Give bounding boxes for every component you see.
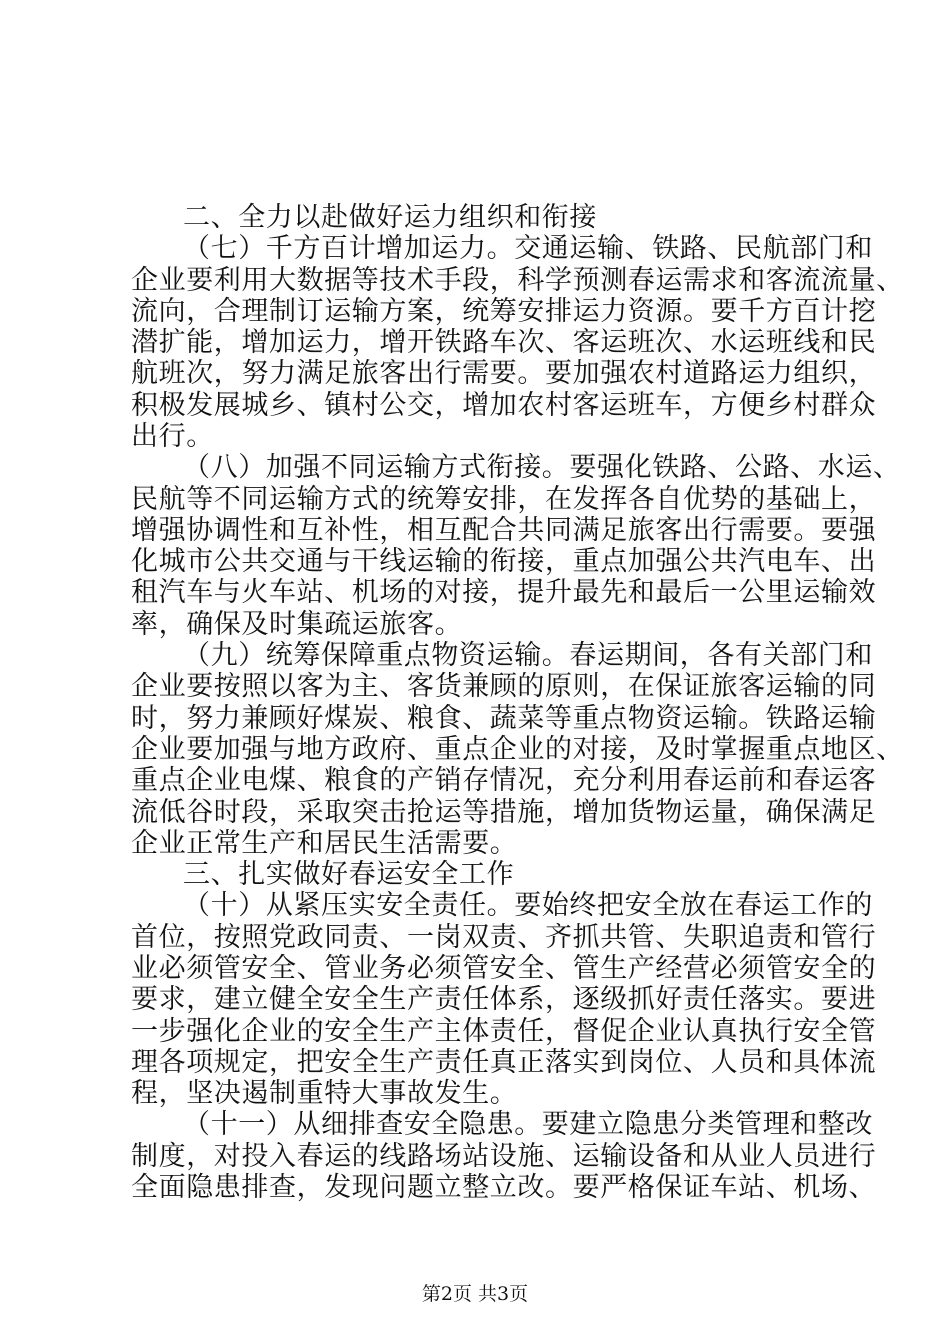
paragraph-line: 化城市公共交通与干线运输的衔接，重点加强公共汽电车、出 <box>131 546 877 577</box>
paragraph-line: 全面隐患排查，发现问题立整立改。要严格保证车站、机场、 <box>131 1172 877 1203</box>
paragraph-line: 企业要按照以客为主、客货兼顾的原则，在保证旅客运输的同 <box>131 671 877 702</box>
paragraph-line: 潜扩能，增加运力，增开铁路车次、客运班次、水运班线和民 <box>131 327 877 358</box>
paragraph-line: 增强协调性和互补性，相互配合共同满足旅客出行需要。要强 <box>131 515 877 546</box>
page-number-footer: 第2页 共3页 <box>421 1283 529 1305</box>
paragraph-line: 企业要利用大数据等技术手段，科学预测春运需求和客流流量、 <box>131 265 904 296</box>
paragraph-line: 流低谷时段，采取突击抢运等措施，增加货物运量，确保满足 <box>131 797 877 828</box>
paragraph-line: 流向，合理制订运输方案，统筹安排运力资源。要千方百计挖 <box>131 296 877 327</box>
paragraph-line: 理各项规定，把安全生产责任真正落实到岗位、人员和具体流 <box>131 1047 877 1078</box>
section-heading: 二、全力以赴做好运力组织和衔接 <box>183 202 597 233</box>
paragraph-line: （十）从紧压实安全责任。要始终把安全放在春运工作的 <box>183 890 873 921</box>
paragraph-line: 程，坚决遏制重特大事故发生。 <box>131 1078 518 1109</box>
paragraph-line: 率，确保及时集疏运旅客。 <box>131 609 463 640</box>
paragraph-line: 租汽车与火车站、机场的对接，提升最先和最后一公里运输效 <box>131 577 877 608</box>
paragraph-line: 制度，对投入春运的线路场站设施、运输设备和从业人员进行 <box>131 1141 877 1172</box>
paragraph-line: 航班次，努力满足旅客出行需要。要加强农村道路运力组织， <box>131 358 877 389</box>
paragraph-line: （九）统筹保障重点物资运输。春运期间，各有关部门和 <box>183 640 873 671</box>
paragraph-line: （七）千方百计增加运力。交通运输、铁路、民航部门和 <box>183 233 873 264</box>
paragraph-line: 一步强化企业的安全生产主体责任，督促企业认真执行安全管 <box>131 1016 877 1047</box>
paragraph-line: 首位，按照党政同责、一岗双责、齐抓共管、失职追责和管行 <box>131 922 877 953</box>
paragraph-line: 积极发展城乡、镇村公交，增加农村客运班车，方便乡村群众 <box>131 390 877 421</box>
paragraph-line: 时，努力兼顾好煤炭、粮食、蔬菜等重点物资运输。铁路运输 <box>131 703 877 734</box>
paragraph-line: 重点企业电煤、粮食的产销存情况，充分利用春运前和春运客 <box>131 765 877 796</box>
section-heading: 三、扎实做好春运安全工作 <box>183 859 515 890</box>
paragraph-line: 企业要加强与地方政府、重点企业的对接，及时掌握重点地区、 <box>131 734 904 765</box>
paragraph-line: 要求，建立健全安全生产责任体系，逐级抓好责任落实。要进 <box>131 984 877 1015</box>
paragraph-line: 业必须管安全、管业务必须管安全、管生产经营必须管安全的 <box>131 953 877 984</box>
paragraph-line: （八）加强不同运输方式衔接。要强化铁路、公路、水运、 <box>183 452 901 483</box>
paragraph-line: 出行。 <box>131 421 214 452</box>
paragraph-line: 企业正常生产和居民生活需要。 <box>131 828 518 859</box>
paragraph-line: 民航等不同运输方式的统筹安排，在发挥各自优势的基础上， <box>131 484 877 515</box>
paragraph-line: （十一）从细排查安全隐患。要建立隐患分类管理和整改 <box>183 1109 873 1140</box>
